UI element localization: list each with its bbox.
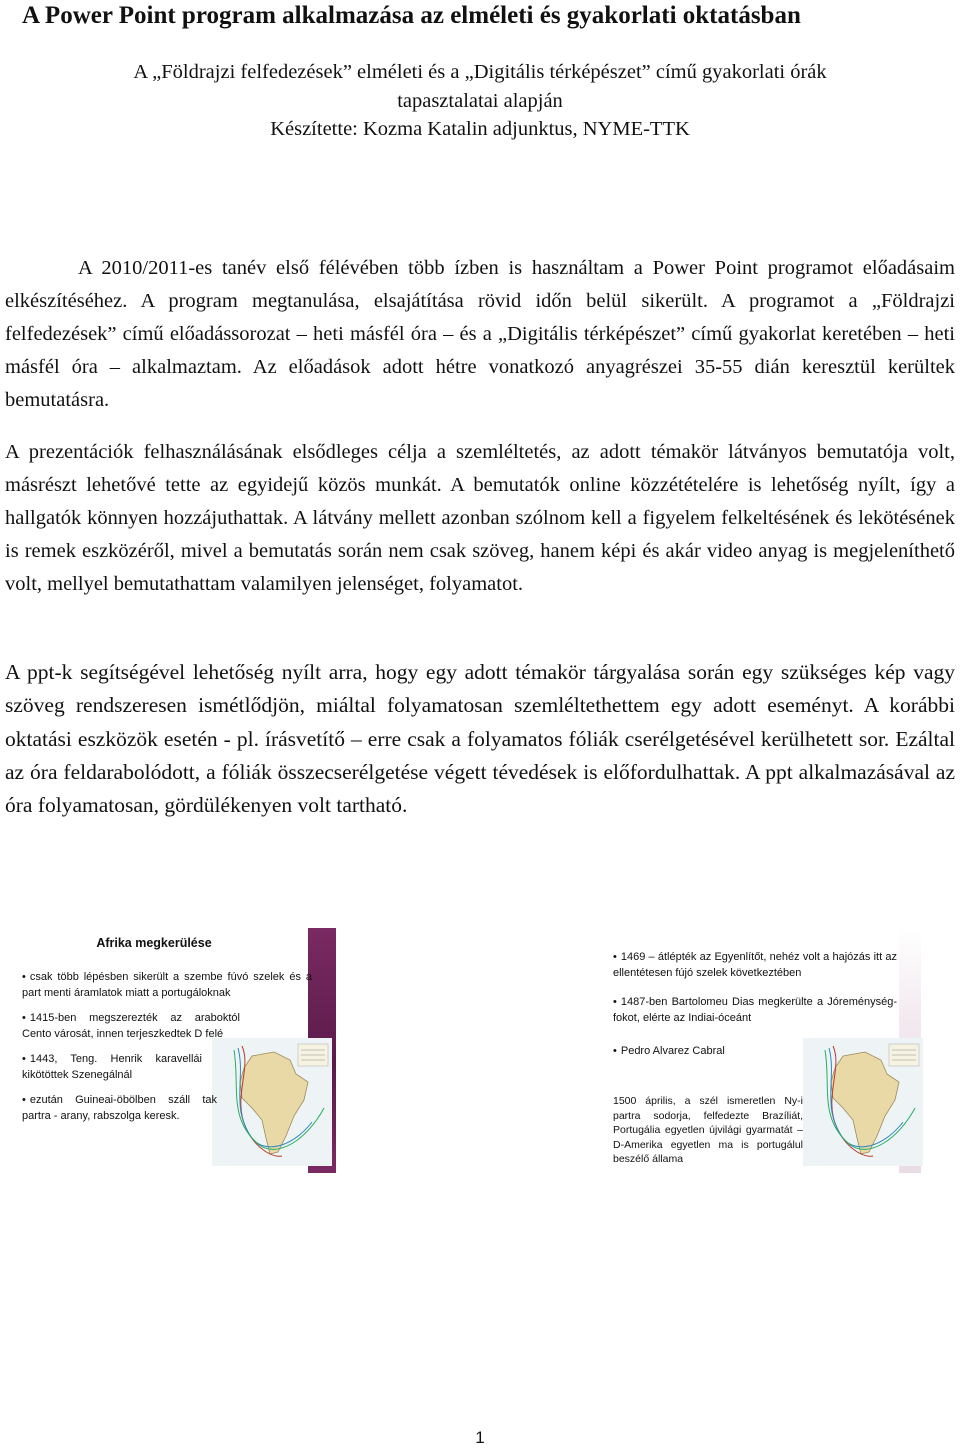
paragraph-3: A ppt-k segítségével lehetőség nyílt arra, hogy egy adott témakör tárgyalása során egy szükséges kép vagy szöveg rendszeresen ismétlődjön, miáltal folyamatosan szemléltethettem egy adott eseményt. A korábbi oktatási eszközök esetén - pl. írásvetítő – erre csak a folyamatos fóliák cserélgetésével kerülhetett sor. Ezáltal az óra feldarabolódott, a fóliák összecserélgetése végett tévedések is előfordulhattak. A ppt alkalmazásával az óra folyamatosan, gördülékenyen volt tartható. bbox=[5, 660, 955, 818]
author-line: Készítette: Kozma Katalin adjunktus, NYME-TTK bbox=[270, 118, 690, 140]
slide-thumbnail-left bbox=[14, 928, 344, 1173]
subtitle-line: tapasztalatai alapján bbox=[397, 89, 563, 112]
slide-text-block bbox=[613, 1094, 803, 1173]
list-item: • 1443, Teng. Henrik karavellái kikötöttek Szenegálnál bbox=[22, 1053, 202, 1081]
page-number: 1 bbox=[475, 1428, 485, 1447]
slide-thumbnail-right bbox=[605, 928, 935, 1173]
subtitle-line: A „Földrajzi felfedezések” elméleti és a „Digitális térképészet” című gyakorlati órák bbox=[133, 61, 827, 83]
list-item: • 1487-ben Bartolomeu Dias megkerülte a Jóreménység-fokot, elérte az Indiai-óceánt bbox=[613, 996, 897, 1024]
paragraph-1: A 2010/2011-es tanév első félévében több ízben is használtam a Power Point programot előadásaim elkészítéséhez. A program megtanulása, elsajátítása rövid időn belül sikerült. A programot a „Földrajzi felfedezések” című előadássorozat – heti másfél óra – és a „Digitális térképészet” című gyakorlat keretében – heti másfél óra – alkalmaztam. Az előadások adott hétre vonatkozó anyagrészei 35-55 dián keresztül kerültek bemutatásra. bbox=[5, 257, 955, 411]
slide-paragraph: 1500 április, a szél ismeretlen Ny-i partra sodorja, felfedezte Brazíliát, Portugália egyetlen újvilági gyarmatát – D-Amerika egyetlen ma is portugálul beszélő állama bbox=[613, 1095, 803, 1165]
list-item: • 1469 – átlépték az Egyenlítőt, nehéz volt a hajózás itt az ellentétesen fújó szelek következtében bbox=[613, 951, 897, 979]
slide-bullet-list bbox=[613, 950, 897, 1072]
list-item: • csak több lépésben sikerült a szembe fúvó szelek és a part menti áramlatok miatt a portugáloknak bbox=[22, 971, 312, 999]
list-item: • ezután Guineai-öbölben száll tak partra - arany, rabszolga keresk. bbox=[22, 1094, 217, 1122]
subtitle-block bbox=[0, 58, 960, 144]
document-title: A Power Point program alkalmazása az elméleti és gyakorlati oktatásban bbox=[22, 2, 801, 29]
slide-bullet-list bbox=[22, 970, 312, 1132]
slide-title: Afrika megkerülése bbox=[96, 936, 212, 950]
list-item: • 1415-ben megszerezték az araboktól Cento városát, innen terjeszkedtek D felé bbox=[22, 1012, 240, 1040]
list-item: • Pedro Alvarez Cabral bbox=[613, 1045, 725, 1057]
paragraph-2: A prezentációk felhasználásának elsődleges célja a szemléltetés, az adott témakör látványos bemutatója volt, másrészt lehetővé tette az egyidejű közös munkát. A bemutatók online közzétételére is lehetőség nyílt, így a hallgatók könnyen hozzájuthattak. A látvány mellett azonban szólnom kell a figyelem felkeltésének és lekötésének is remek eszközéről, mivel a bemutatás során nem csak szöveg, hanem képi és akár video anyag is megjeleníthető volt, mellyel bemutathattam valamilyen jelenséget, folyamatot. bbox=[5, 441, 955, 595]
